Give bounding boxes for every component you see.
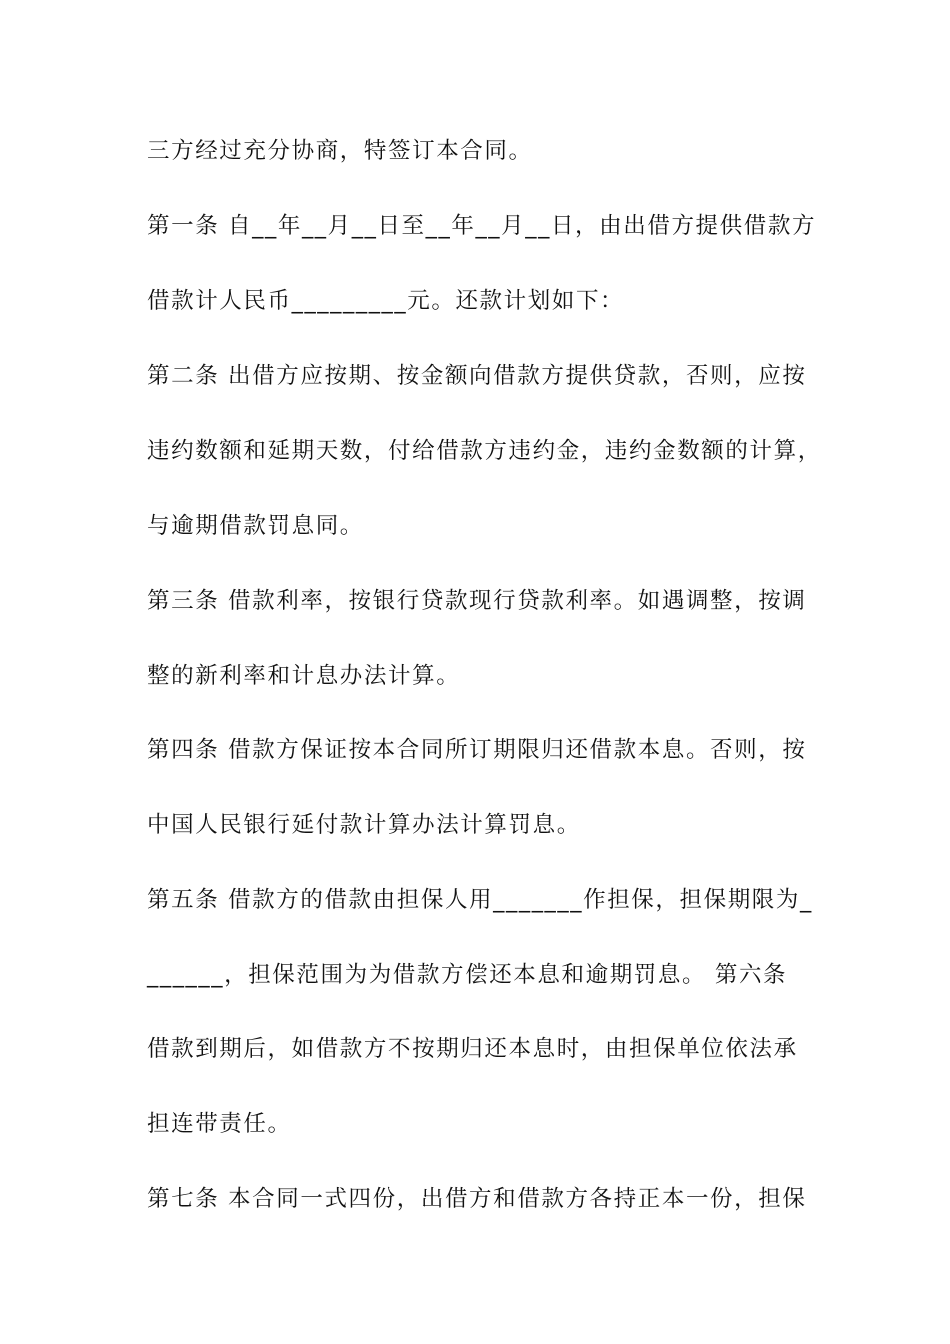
text-line: 第四条 借款方保证按本合同所订期限归还借款本息。否则，按 (147, 737, 807, 763)
text-line: 三方经过充分协商，特签订本合同。 (147, 138, 533, 164)
text-line: 担连带责任。 (147, 1111, 292, 1137)
text-line: 第一条 自__年__月__日至__年__月__日，由出借方提供借款方 (147, 213, 817, 239)
text-line: 第二条 出借方应按期、按金额向借款方提供贷款，否则，应按 (147, 363, 807, 389)
text-line: 借款计人民币_________元。还款计划如下： (147, 288, 625, 314)
text-line: 第三条 借款利率，按银行贷款现行贷款利率。如遇调整，按调 (147, 588, 807, 614)
text-line: 中国人民银行延付款计算办法计算罚息。 (147, 812, 581, 838)
text-line: 与逾期借款罚息同。 (147, 513, 364, 539)
text-line: 违约数额和延期天数，付给借款方违约金，违约金数额的计算， (147, 438, 822, 464)
text-line: 第五条 借款方的借款由担保人用_______作担保，担保期限为_ (147, 887, 813, 913)
text-line: 整的新利率和计息办法计算。 (147, 663, 461, 689)
text-line: ______，担保范围为为借款方偿还本息和逾期罚息。 第六条 (147, 962, 788, 988)
text-line: 借款到期后，如借款方不按期归还本息时，由担保单位依法承 (147, 1036, 798, 1062)
text-line: 第七条 本合同一式四份，出借方和借款方各持正本一份，担保 (147, 1186, 807, 1212)
